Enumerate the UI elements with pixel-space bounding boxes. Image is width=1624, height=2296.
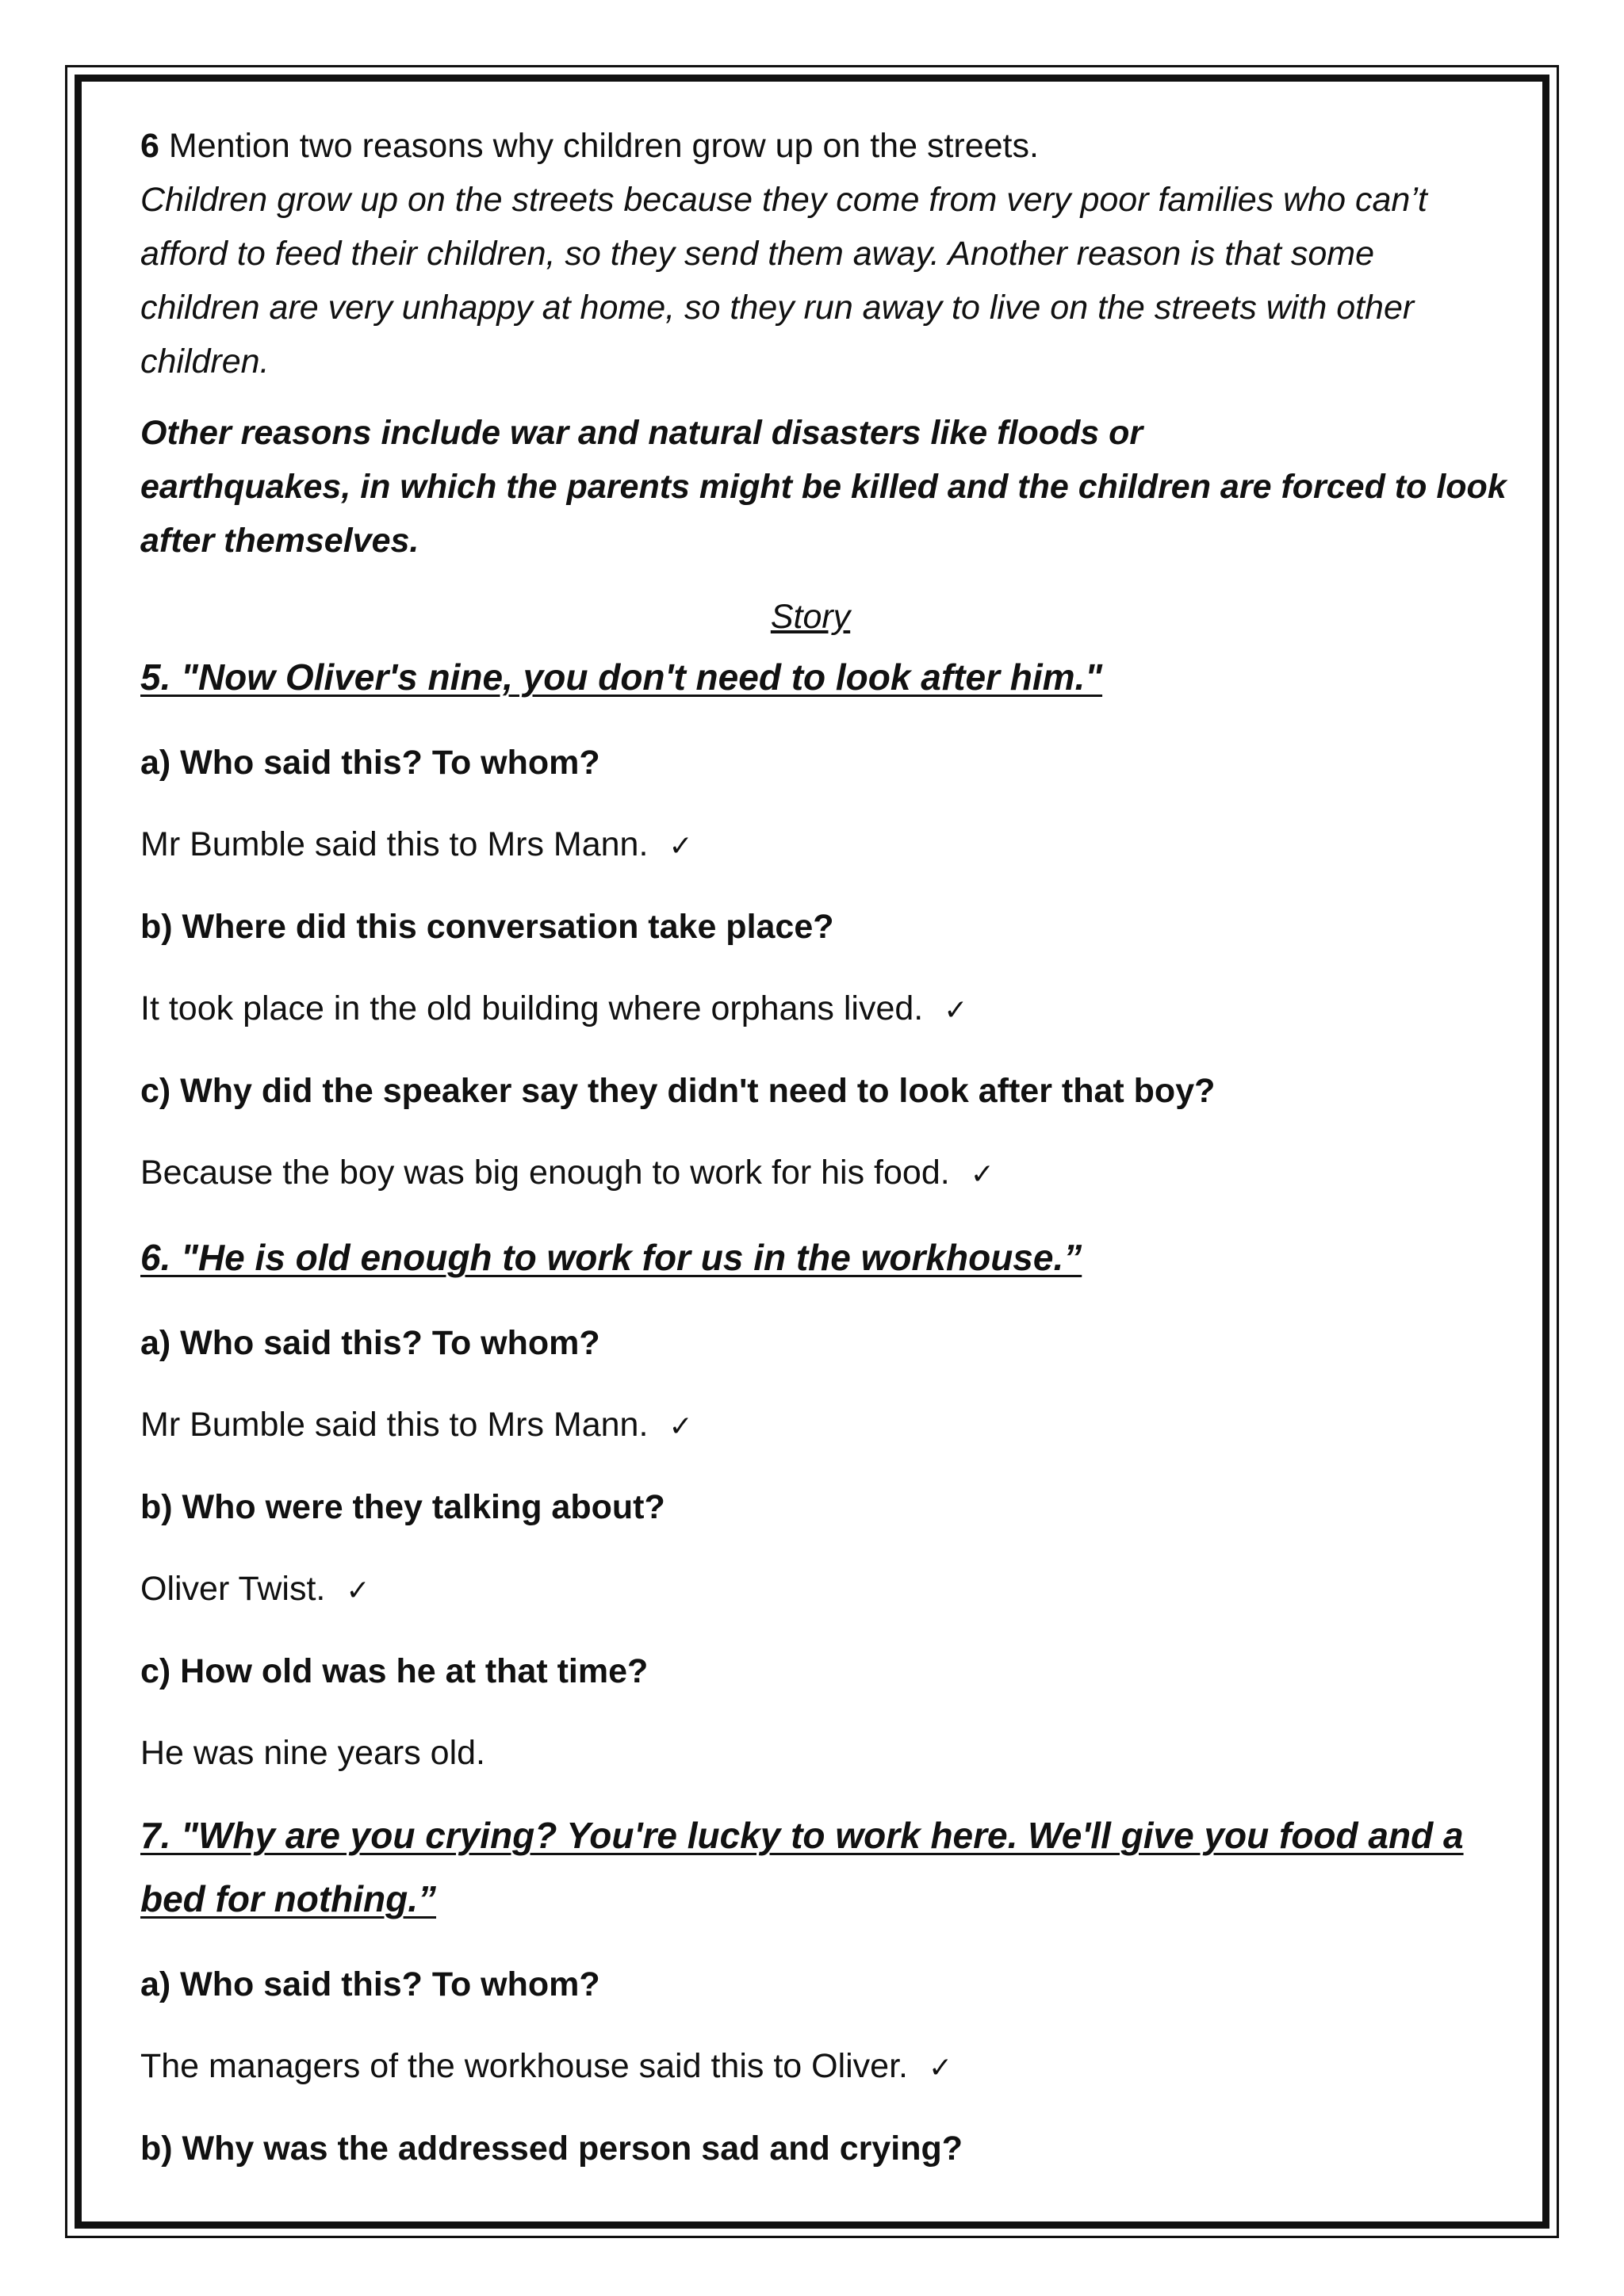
quote-7-question-b: b) Why was the addressed person sad and crying? — [140, 2130, 963, 2168]
answer-text: Oliver Twist. — [140, 1570, 326, 1608]
question-6-answer — [140, 173, 1544, 388]
answer-text: Mr Bumble said this to Mrs Mann. — [140, 1406, 649, 1444]
quote-5-answer-c — [140, 1146, 1544, 1202]
check-mark-icon: ✓ — [970, 1158, 994, 1191]
quote-5-heading: 5. "Now Oliver's nine, you don't need to look after him." — [140, 656, 1103, 698]
quote-7-answer-a — [140, 2039, 1544, 2095]
check-mark-icon: ✓ — [668, 830, 693, 863]
quote-6-heading: 6. "He is old enough to work for us in the workhouse.” — [140, 1237, 1082, 1278]
quote-5-answer-a — [140, 817, 1544, 874]
question-6-text: Mention two reasons why children grow up on the streets. — [159, 127, 1039, 165]
extra-answer-line: earthquakes, in which the parents might be killed and the children are forced to look — [140, 468, 1507, 506]
answer-text: Mr Bumble said this to Mrs Mann. — [140, 825, 649, 863]
quote-6-answer-c — [140, 1726, 1544, 1780]
answer-line: afford to feed their children, so they send them away. Another reason is that some — [140, 235, 1375, 273]
quote-6-answer-a — [140, 1398, 1544, 1454]
quote-7-heading — [140, 1804, 1530, 1931]
answer-line: Children grow up on the streets because they come from very poor families who can’t — [140, 181, 1427, 219]
check-mark-icon: ✓ — [346, 1575, 370, 1607]
answer-line: children. — [140, 342, 270, 381]
answer-text: Because the boy was big enough to work for his food. — [140, 1154, 950, 1192]
check-mark-icon: ✓ — [944, 994, 968, 1027]
question-6 — [140, 119, 1544, 173]
story-heading: Story — [770, 598, 851, 636]
answer-text: He was nine years old. — [140, 1734, 485, 1772]
question-6-number: 6 — [140, 127, 159, 165]
answer-text: It took place in the old building where orphans lived. — [140, 989, 924, 1027]
quote-5-question-b: b) Where did this conversation take place? — [140, 908, 834, 946]
quote-6-question-b: b) Who were they talking about? — [140, 1488, 665, 1526]
quote-5-answer-b — [140, 982, 1544, 1038]
quote-7-heading-line: bed for nothing.” — [140, 1878, 437, 1919]
quote-6-question-a: a) Who said this? To whom? — [140, 1324, 600, 1362]
quote-7-question-a: a) Who said this? To whom? — [140, 1965, 600, 2003]
quote-6-question-c: c) How old was he at that time? — [140, 1652, 649, 1690]
extra-answer-line: Other reasons include war and natural disasters like floods or — [140, 414, 1143, 452]
quote-7-heading-line: 7. "Why are you crying? You're lucky to work here. We'll give you food and a — [140, 1815, 1464, 1856]
answer-line: children are very unhappy at home, so they run away to live on the streets with other — [140, 289, 1415, 327]
worksheet-content — [140, 119, 1544, 2175]
check-mark-icon: ✓ — [928, 2052, 953, 2084]
quote-5-question-a: a) Who said this? To whom? — [140, 744, 600, 782]
quote-5-question-c: c) Why did the speaker say they didn't need to look after that boy? — [140, 1072, 1216, 1110]
answer-text: The managers of the workhouse said this to Oliver. — [140, 2047, 908, 2085]
extra-answer-line: after themselves. — [140, 522, 419, 560]
question-6-extra-answer — [140, 406, 1544, 568]
quote-6-answer-b — [140, 1562, 1544, 1618]
check-mark-icon: ✓ — [668, 1410, 693, 1443]
